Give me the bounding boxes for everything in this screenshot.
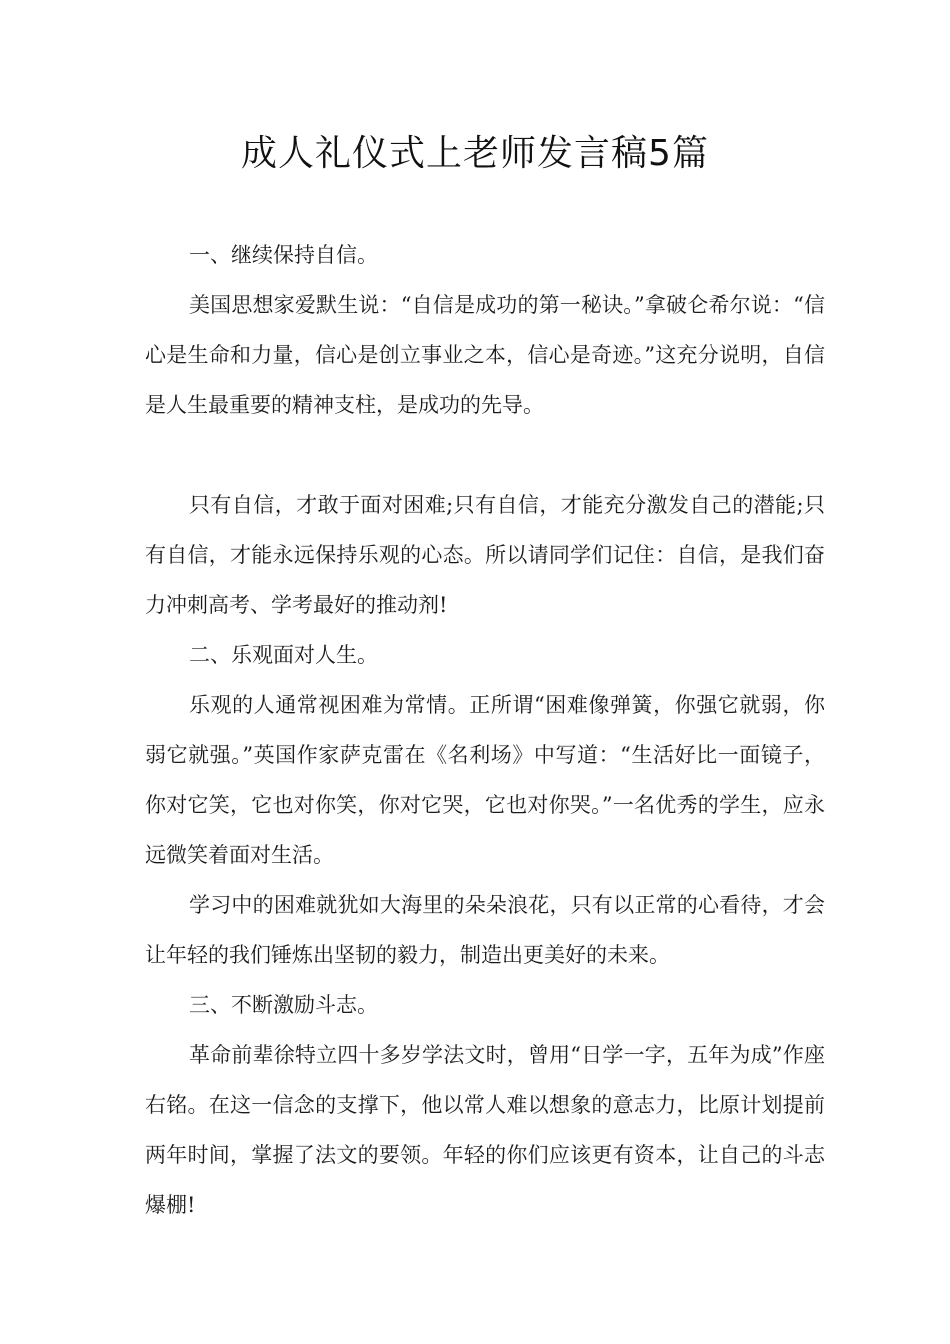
section-heading-3: 三、不断激励斗志。 — [189, 993, 378, 1017]
paragraph-gap — [145, 430, 825, 480]
section-heading-2: 二、乐观面对人生。 — [189, 643, 378, 667]
paragraph-1: 美国思想家爱默生说：“自信是成功的第一秘诀。”拿破仑希尔说：“信心是生命和力量，信心是创立事业之本，信心是奇迹。”这充分说明，自信是人生最重要的精神支柱，是成功的先导。 — [145, 293, 825, 417]
section-heading-1: 一、继续保持自信。 — [189, 243, 378, 267]
page-title: 成人礼仪式上老师发言稿5篇 — [241, 133, 709, 174]
paragraph-5: 革命前辈徐特立四十多岁学法文时，曾用“日学一字，五年为成”作座右铭。在这一信念的支撑下，他以常人难以想象的意志力，比原计划提前两年时间，掌握了法文的要领。年轻的你们应该更有资本，让自己的斗志爆棚! — [145, 1043, 825, 1217]
paragraph-2: 只有自信，才敢于面对困难;只有自信，才能充分激发自己的潜能;只有自信，才能永远保持乐观的心态。所以请同学们记住：自信，是我们奋力冲刺高考、学考最好的推动剂! — [145, 493, 825, 617]
paragraph-4: 学习中的困难就犹如大海里的朵朵浪花，只有以正常的心看待，才会让年轻的我们锤炼出坚韧的毅力，制造出更美好的未来。 — [145, 893, 825, 967]
document-body — [145, 230, 825, 1230]
paragraph-3: 乐观的人通常视困难为常情。正所谓“困难像弹簧，你强它就弱，你弱它就强。”英国作家萨克雷在《名利场》中写道：“生活好比一面镜子，你对它笑，它也对你笑，你对它哭，它也对你哭。”一名优秀的学生，应永远微笑着面对生活。 — [145, 693, 825, 867]
